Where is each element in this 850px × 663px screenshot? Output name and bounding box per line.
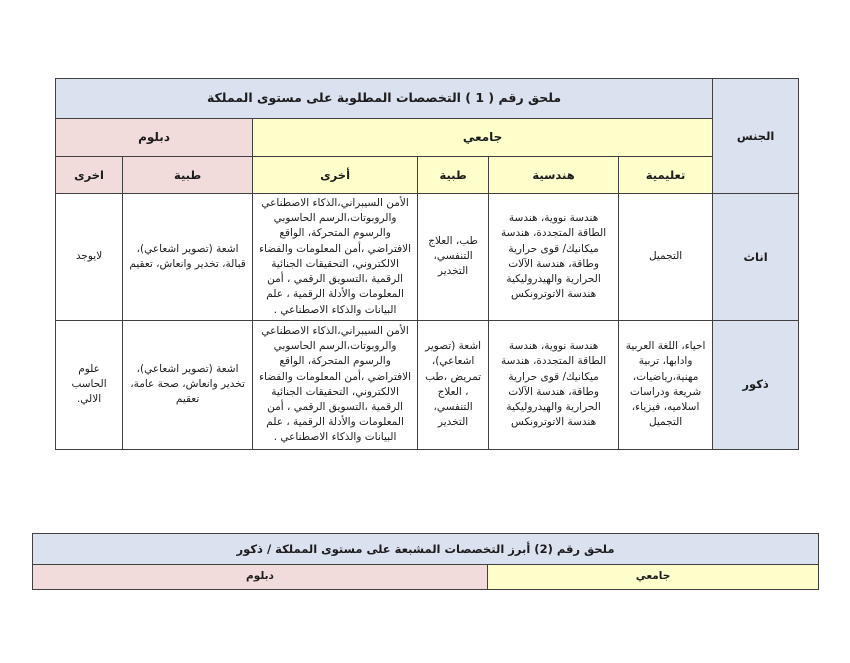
appendix1-table-wrapper — [55, 78, 798, 450]
column-header-university-other: أخرى — [253, 157, 418, 194]
category-header-row — [56, 157, 799, 194]
column-header-university-medical: طبية — [418, 157, 489, 194]
degree-group-row — [56, 119, 799, 157]
females-university-educational-cell: التجميل — [619, 194, 713, 321]
females-university-other-cell: الأمن السيبراني،الذكاء الاصطناعي والروبوتات،الرسم الحاسوبي والرسوم المتحركة، الواقع الافتراضي ،أمن المعلومات والفضاء الالكتروني، التحقيقات الجنائية الرقمية ،التسويق الرقمي ، أمن المعلومات والأدلة الرقمية ، علم البيانات والذكاء الاصطناعي . — [253, 194, 418, 321]
males-university-engineering-cell: هندسة نووية، هندسة الطاقة المتجددة، هندسة ميكانيك/ قوى حرارية وطاقة، هندسة الآلات الحرارية والهيدروليكية هندسة الاتوترونكس — [489, 320, 619, 449]
males-diploma-other-cell: علوم الحاسب الالي. — [56, 320, 123, 449]
group-header-diploma: دبلوم — [56, 119, 253, 157]
gender-column-header: الجنس — [713, 79, 799, 194]
table-row-females — [56, 194, 799, 321]
males-university-other-cell: الأمن السيبراني،الذكاء الاصطناعي والروبوتات،الرسم الحاسوبي والرسوم المتحركة، الواقع الافتراضي ،أمن المعلومات والفضاء الالكتروني، التحقيقات الجنائية الرقمية ،التسويق الرقمي ، أمن المعلومات والأدلة الرقمية ، علم البيانات والذكاء الاصطناعي . — [253, 320, 418, 449]
appendix2-title: ملحق رقم (2) أبرز التخصصات المشبعة على مستوى المملكة / ذكور — [33, 534, 819, 565]
females-diploma-medical-cell: اشعة (تصوير اشعاعي)، قبالة، تخدير وانعاش، تعقيم — [123, 194, 253, 321]
females-diploma-other-cell: لايوجد — [56, 194, 123, 321]
appendix1-title: ملحق رقم ( 1 ) التخصصات المطلوبة على مستوى المملكة — [56, 79, 713, 119]
appendix2-degree-group-row — [33, 565, 819, 590]
gender-cell-females: اناث — [713, 194, 799, 321]
column-header-university-educational: تعليمية — [619, 157, 713, 194]
appendix2-title-row — [33, 534, 819, 565]
females-university-engineering-cell: هندسة نووية، هندسة الطاقة المتجددة، هندسة ميكانيك/ قوى حرارية وطاقة، هندسة الآلات الحرارية والهيدروليكية هندسة الاتوترونكس — [489, 194, 619, 321]
appendix1-title-row — [56, 79, 799, 119]
gender-cell-males: ذكور — [713, 320, 799, 449]
group-header-university: جامعي — [253, 119, 713, 157]
appendix2-group-header-university: جامعي — [488, 565, 819, 590]
column-header-university-engineering: هندسية — [489, 157, 619, 194]
appendix2-table-wrapper — [32, 533, 818, 590]
appendix2-group-header-diploma: دبلوم — [33, 565, 488, 590]
males-diploma-medical-cell: اشعة (تصوير اشعاعي)، تخدير وانعاش، صحة عامة، تعقيم — [123, 320, 253, 449]
appendix2-saturated-specializations-table — [32, 533, 819, 590]
males-university-medical-cell: اشعة (تصوير اشعاعي)، تمريض ،طب ، العلاج التنفسي، التخدير — [418, 320, 489, 449]
appendix1-required-specializations-table — [55, 78, 799, 450]
column-header-diploma-medical: طبية — [123, 157, 253, 194]
table-row-males — [56, 320, 799, 449]
males-university-educational-cell: احياء، اللغة العربية وادابها، تربية مهنية،رياضيات، شريعة ودراسات اسلاميه، فيزياء، التجميل — [619, 320, 713, 449]
column-header-diploma-other: اخرى — [56, 157, 123, 194]
females-university-medical-cell: طب، العلاج التنفسي، التخدير — [418, 194, 489, 321]
